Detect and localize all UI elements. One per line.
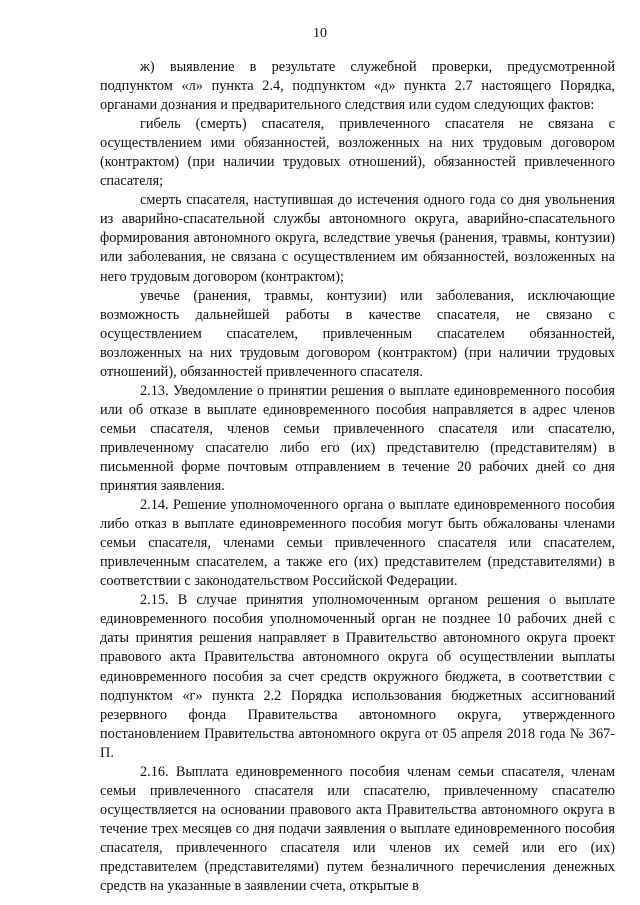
paragraph-item-zh: ж) выявление в результате служебной проверки, предусмотренной подпунктом «л» пункта 2.4, подпунктом «д» пункта 2.7 настоящего Порядка, органами дознания и предварительного следствия или судом следующих фактов: bbox=[100, 59, 615, 114]
paragraph-2-16: 2.16. Выплата единовременного пособия членам семьи спасателя, членам семьи привлеченного спасателя или спасателю, привлеченному спасателю осуществляется на основании правового акта Правительства автономного округа в течение трех месяцев со дня подачи заявления о выплате единовременного пособия спасателя, привлеченного спасателя или членов их семей или его (их) представителем (представителями) путем безналичного перечисления денежных средств на указанные в заявлении счета, открытые в bbox=[100, 763, 615, 895]
paragraph-2-13: 2.13. Уведомление о принятии решения о выплате единовременного пособия или об отказе в выплате единовременного пособия направляется в адрес членов семьи спасателя, членов семьи привлеченного спасателя или спасателю, привлеченному спасателю либо его (их) представителю (представителям) в письменной форме почтовым отправлением в течение 20 рабочих дней со дня принятия заявления. bbox=[100, 382, 615, 495]
page-number: 10 bbox=[313, 26, 327, 41]
paragraph-2-15: 2.15. В случае принятия уполномоченным органом решения о выплате единовременного пособия уполномоченный орган не позднее 10 рабочих дней с даты принятия решения направляет в Правительство автономного округа проект правового акта Правительства автономного округа об осуществлении выплаты единовременного пособия за счет средств окружного бюджета, в соответствии с подпунктом «г» пункта 2.2 Порядка использования бюджетных ассигнований резервного фонда Правительства автономного округа, утвержденного постановлением Правительства автономного округа от 05 апреля 2018 года № 367-П. bbox=[100, 592, 615, 761]
paragraph-2-14: 2.14. Решение уполномоченного органа о выплате единовременного пособия либо отказ в выплате единовременного пособия могут быть обжалованы членами семьи спасателя, членами семьи привлеченного спасателя или спасателем, привлеченным спасателем, а также его (их) представителем (представителями) в соответствии с законодательством Российской Федерации. bbox=[100, 497, 615, 590]
paragraph-injury-not-related: увечье (ранения, травмы, контузии) или заболевания, исключающие возможность дальнейшей работы в качестве спасателя, не связано с осуществлением спасателем, привлеченным спасателем обязанностей, возложенных на них трудовым договором (контрактом) (при наличии трудовых отношений), обязанностей привлеченного спасателя. bbox=[100, 287, 615, 380]
paragraph-death-after-dismissal: смерть спасателя, наступившая до истечения одного года со дня увольнения из аварийно-спасательной службы автономного округа, аварийно-спасательного формирования автономного округа, вследствие увечья (ранения, травмы, контузии) или заболевания, не связана с осуществлением им обязанностей, возложенных на него трудовым договором (контрактом); bbox=[100, 192, 615, 285]
paragraph-death-not-related: гибель (смерть) спасателя, привлеченного спасателя не связана с осуществлением ими обязанностей, возложенных на них трудовым договором (контрактом) (при наличии трудовых отношений), обязанностей привлеченного спасателя; bbox=[100, 116, 615, 190]
document-body bbox=[100, 58, 615, 896]
